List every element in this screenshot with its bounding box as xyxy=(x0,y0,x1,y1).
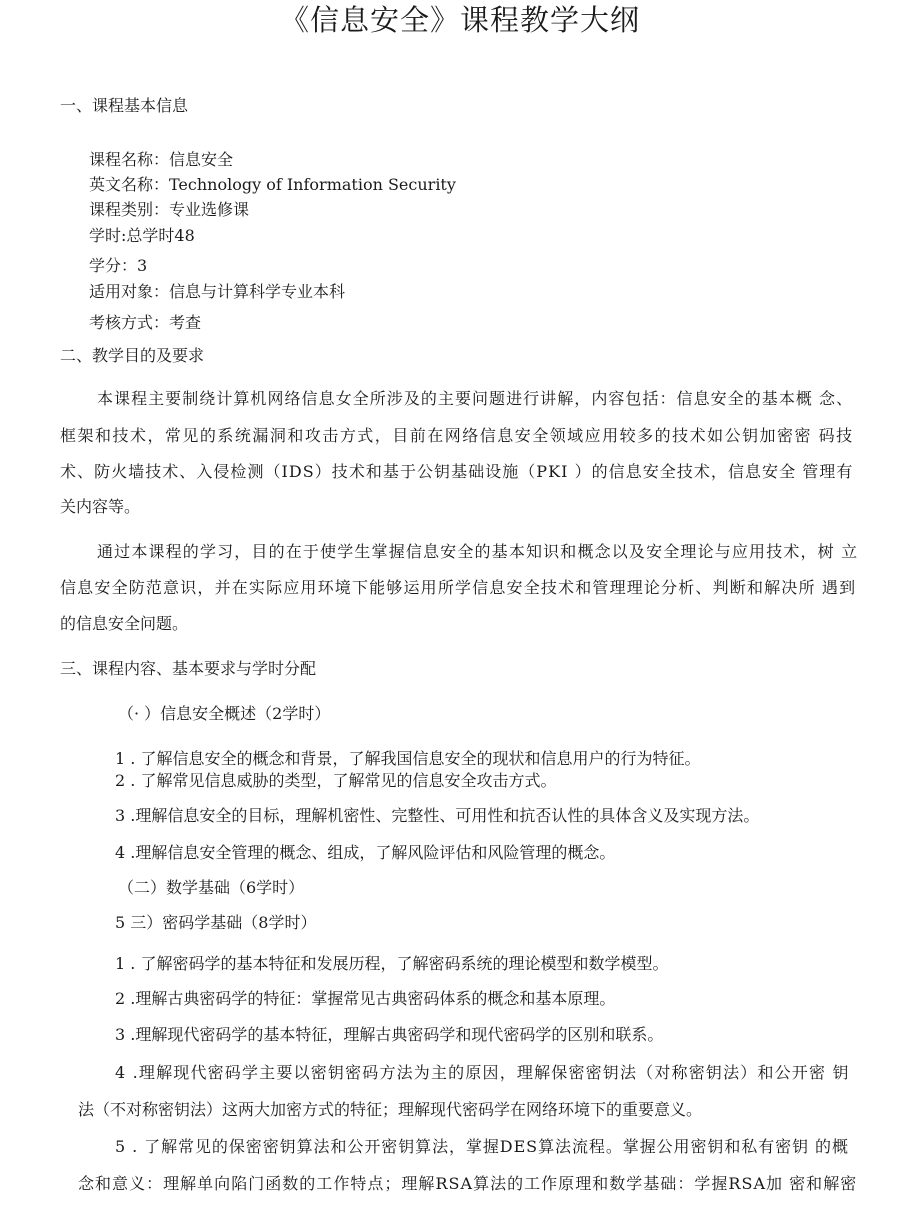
field-credits: 学分：3 xyxy=(89,256,148,275)
list-item-continuation: 念和意义：理解单向陷门函数的工作特点；理解RSA算法的工作原理和数学基础：学握RSA加 密和解密 xyxy=(78,1174,858,1193)
field-course-type: 课程类别：专业选修课 xyxy=(89,200,250,219)
paragraph-line: 框架和技术，常见的系统漏洞和攻击方式，目前在网络信息安全领域应用较多的技术如公钥加密密 码技 xyxy=(60,426,854,445)
unit-heading-cryptography: 5 三）密码学基础（8学时） xyxy=(115,913,317,932)
paragraph-line: 本课程主要制绕计算机网络信息女全所涉及的主要问题进行讲解，内容包括：信息安全的基本概 念、 xyxy=(97,389,854,408)
list-item: 3 .理解现代密码学的基本特征，理解古典密码学和现代密码学的区别和联系。 xyxy=(115,1025,664,1044)
paragraph-line: 通过本课程的学习，目的在于使学生掌握信息安全的基本知识和概念以及安全理论与应用技术，树 立 xyxy=(97,542,859,561)
list-item: 5 . 了解常见的保密密钥算法和公开密钥算法，掌握DES算法流程。掌握公用密钥和私有密钥 的概 xyxy=(115,1137,849,1156)
list-item-continuation: 法（不对称密钥法）这两大加密方式的特征；理解现代密码学在网络环境下的重要意义。 xyxy=(78,1100,703,1119)
section-heading-content: 三、课程内容、基本要求与学时分配 xyxy=(60,659,317,678)
field-course-name: 课程名称：信息安全 xyxy=(89,150,234,169)
list-item: 4 .理解现代密码学主要以密钥密码方法为主的原因，理解保密密钥法（对称密钥法）和公开密 钥 xyxy=(115,1063,850,1082)
unit-heading-math: （二）数学基础（6学时） xyxy=(118,878,305,897)
paragraph-line: 信息安全防范意识，并在实际应用环境下能够运用所学信息安全技术和管理理论分析、判断和解决所 遇到 xyxy=(60,578,857,597)
field-english-name: 英文名称：Technology of Information Security xyxy=(89,175,456,194)
paragraph-line: 关内容等。 xyxy=(60,497,141,516)
paragraph-line: 术、防火墙技术、入侵检测（IDS）技术和基于公钥基础设施（PKI ）的信息安全技术，信息安全 管理有 xyxy=(60,462,854,481)
field-assessment: 考核方式：考查 xyxy=(89,313,202,332)
section-heading-objectives: 二、教学目的及要求 xyxy=(60,346,205,365)
field-hours: 学时:总学时48 xyxy=(89,226,195,245)
paragraph-line: 的信息安全问题。 xyxy=(60,614,189,633)
field-audience: 适用对象：信息与计算科学专业本科 xyxy=(89,282,346,301)
list-item: 2 .理解古典密码学的特征：掌握常见古典密码体系的概念和基本原理。 xyxy=(115,989,616,1008)
unit-heading-overview: （· ）信息安全概述（2学时） xyxy=(118,704,331,723)
list-item: 1 . 了解密码学的基本特征和发展历程，了解密码系统的理论模型和数学模型。 xyxy=(115,954,669,973)
list-item: 3 .理解信息安全的目标，理解机密性、完整性、可用性和抗否认性的具体含义及实现方法。 xyxy=(115,806,760,825)
section-heading-basic-info: 一、课程基本信息 xyxy=(60,96,189,115)
document-title: 《信息安全》课程教学大纲 xyxy=(279,3,640,37)
list-item: 4 .理解信息安全管理的概念、组成，了解风险评估和风险管理的概念。 xyxy=(115,843,616,862)
list-item: 1 . 了解信息安全的概念和背景，了解我国信息安全的现状和信息用户的行为特征。 xyxy=(115,749,701,768)
list-item: 2 . 了解常见信息威胁的类型，了解常见的信息安全攻击方式。 xyxy=(115,771,557,790)
